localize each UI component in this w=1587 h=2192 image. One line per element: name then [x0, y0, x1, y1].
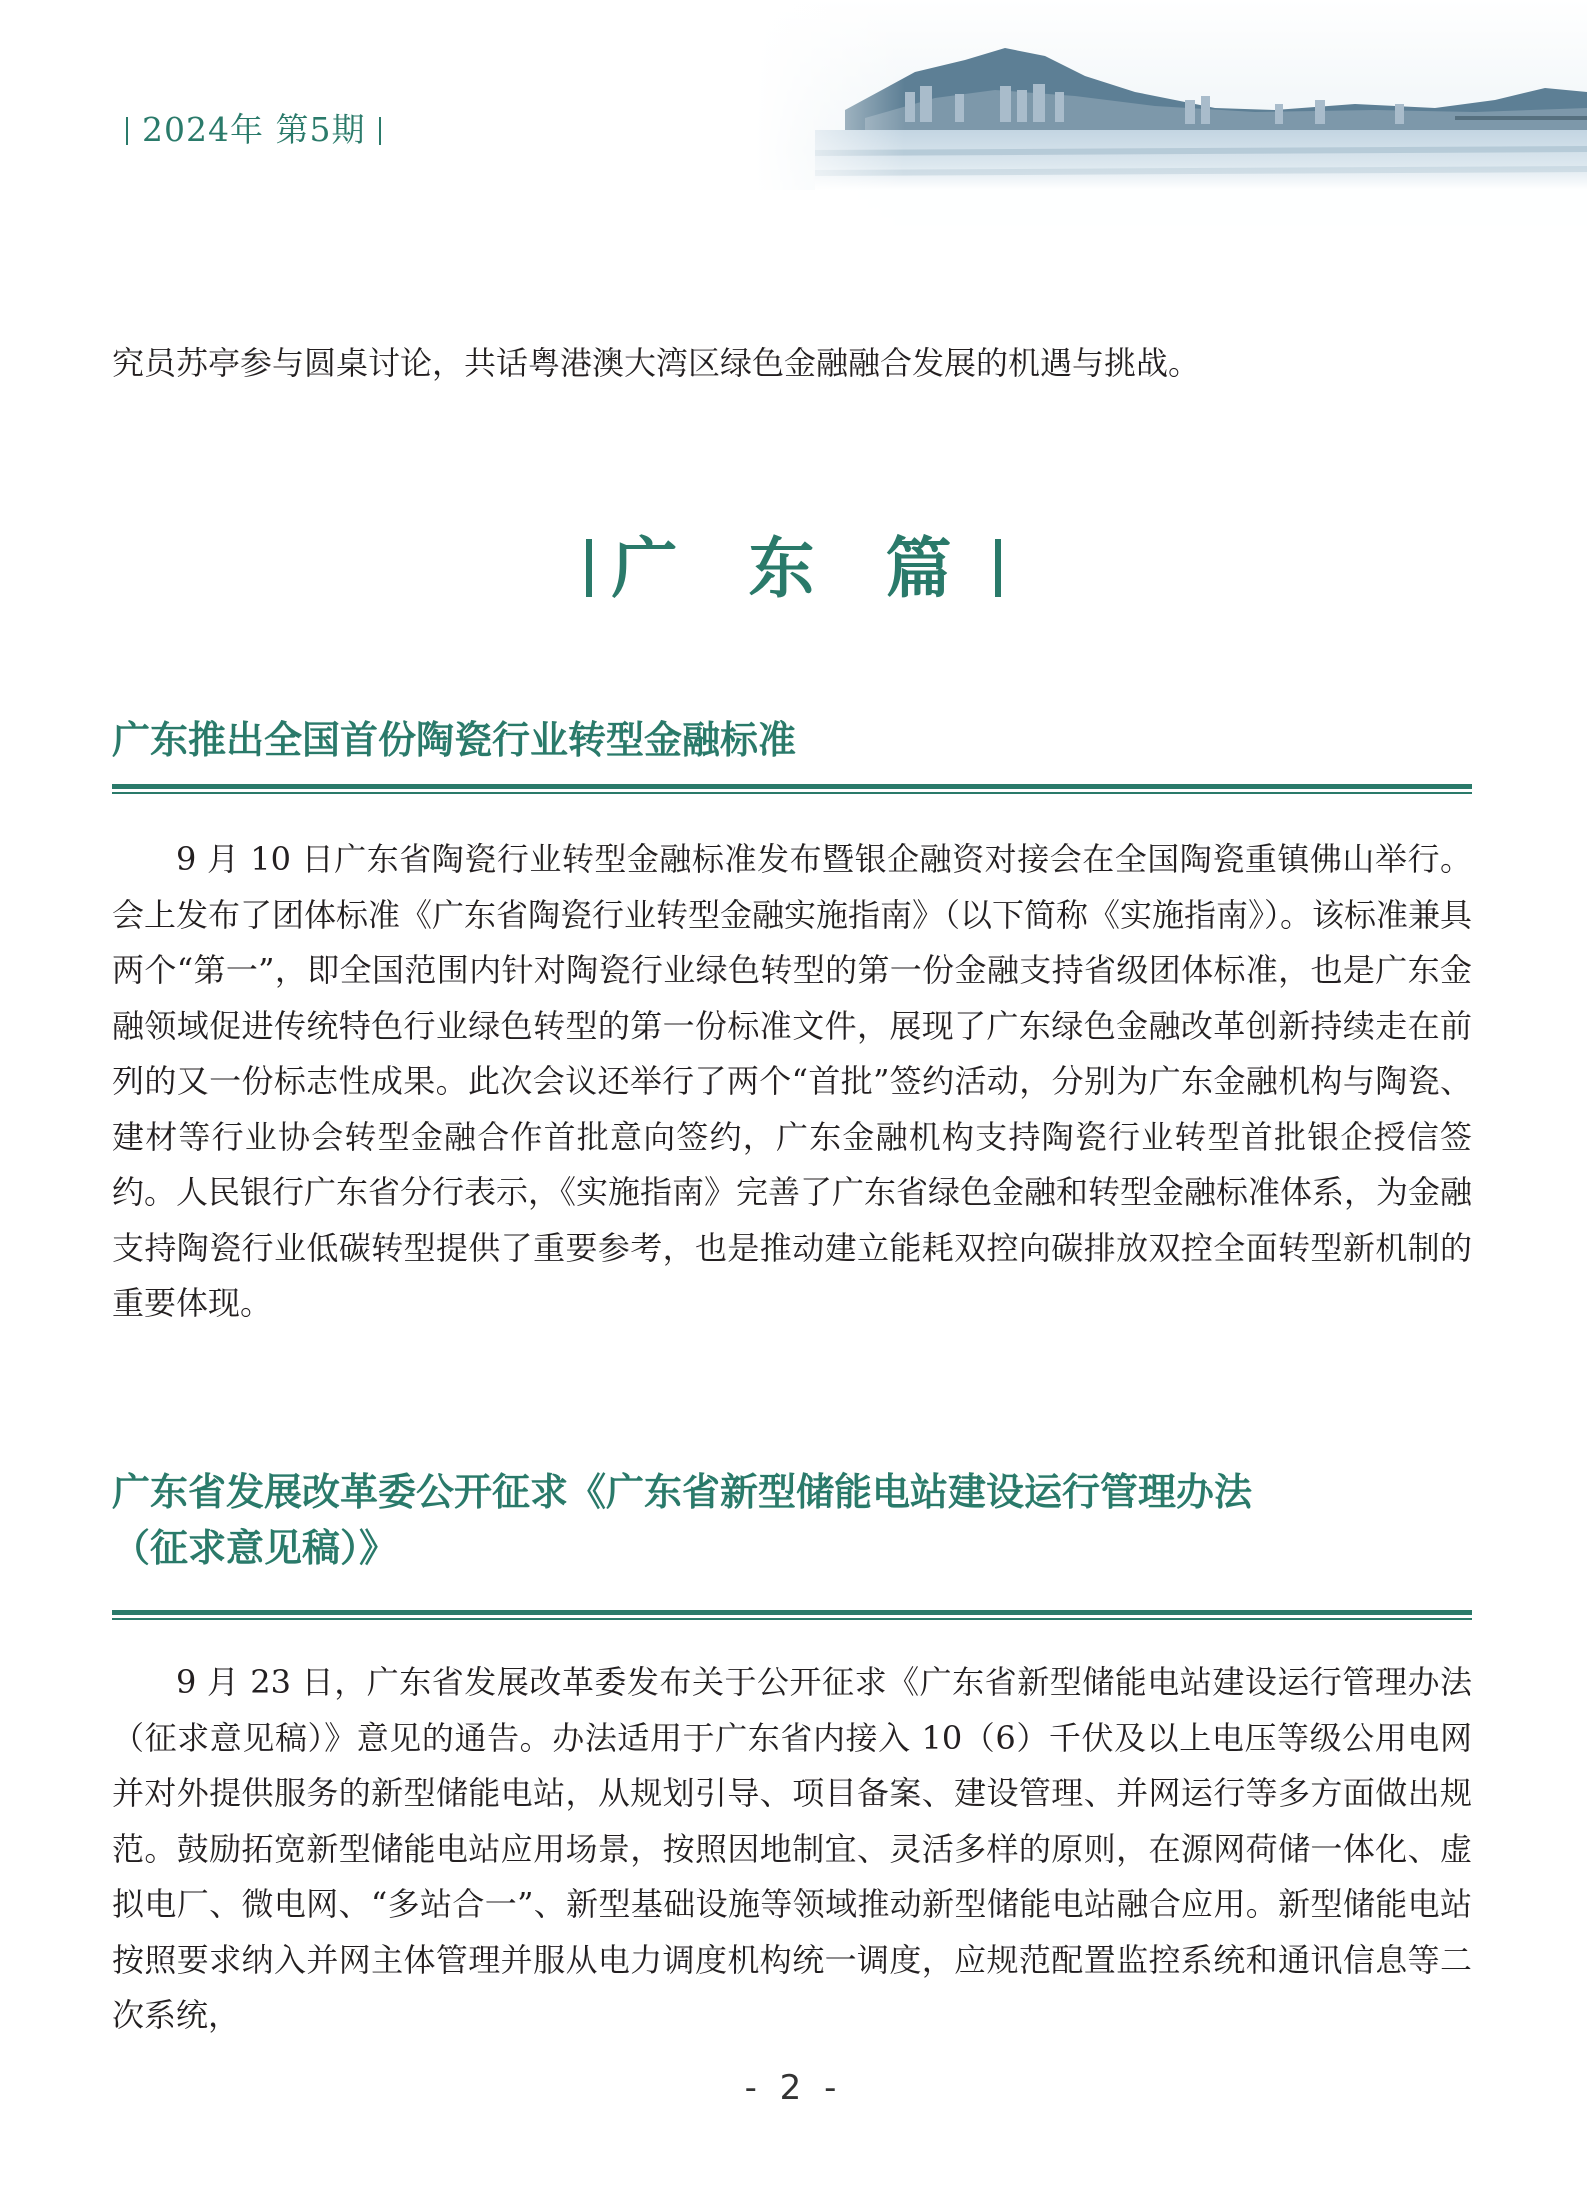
section-right-bar — [995, 539, 1001, 597]
article-2-body: 9 月 23 日，广东省发展改革委发布关于公开征求《广东省新型储能电站建设运行管理办法（征求意见稿）》意见的通告。办法适用于广东省内接入 10（6）千伏及以上电压等级公用电网并对外提供服务的新型储能电站，从规划引导、项目备案、建设管理、并网运行等多方面做出规范。鼓励拓宽新型储能电站应用场景，按照因地制宜、灵活多样的原则，在源网荷储一体化、虚拟电厂、微电网、“多站合一”、新型基础设施等领域推动新型储能电站融合应用。新型储能电站按照要求纳入并网主体管理并服从电力调度机构统一调度，应规范配置监控系统和通讯信息等二次系统， — [112, 1663, 1472, 2034]
article-1-body: 9 月 10 日广东省陶瓷行业转型金融标准发布暨银企融资对接会在全国陶瓷重镇佛山举行。会上发布了团体标准《广东省陶瓷行业转型金融实施指南》（以下简称《实施指南》）。该标准兼具两个“第一”，即全国范围内针对陶瓷行业绿色转型的第一份金融支持省级团体标准，也是广东金融领域促进传统特色行业绿色转型的第一份标准文件，展现了广东绿色金融改革创新持续走在前列的又一份标志性成果。此次会议还举行了两个“首批”签约活动，分别为广东金融机构与陶瓷、建材等行业协会转型金融合作首批意向签约，广东金融机构支持陶瓷行业转型首批银企授信签约。人民银行广东省分行表示，《实施指南》完善了广东省绿色金融和转型金融标准体系，为金融支持陶瓷行业低碳转型提供了重要参考，也是推动建立能耗双控向碳排放双控全面转型新机制的重要体现。 — [112, 840, 1473, 1322]
rule-thick-line — [112, 784, 1472, 789]
issue-label — [112, 104, 395, 151]
article-1-rule — [112, 784, 1472, 796]
lead-continuation-text: 究员苏亭参与圆桌讨论，共话粤港澳大湾区绿色金融融合发展的机遇与挑战。 — [112, 344, 1201, 382]
article-1-title: 广东推出全国首份陶瓷行业转型金融标准 — [112, 718, 797, 762]
rule-thin-line — [112, 792, 1472, 794]
issue-text: 2024年 第5期 — [142, 110, 366, 149]
article-2-rule — [112, 1610, 1472, 1622]
rule-thin-line — [112, 1618, 1472, 1620]
header-landscape-image — [755, 0, 1587, 300]
section-title-text: 广 东 篇 — [611, 529, 976, 607]
section-left-bar — [586, 539, 592, 597]
issue-right-bar — [379, 117, 381, 145]
article-2-title-line-2: （征求意见稿）》 — [112, 1526, 398, 1570]
article-2-title-line-1: 广东省发展改革委公开征求《广东省新型储能电站建设运行管理办法 — [112, 1470, 1253, 1514]
article-2-title — [112, 1464, 1472, 1576]
page-number: - 2 - — [744, 2068, 843, 2108]
section-title — [0, 515, 1587, 610]
issue-left-bar — [126, 117, 128, 145]
landscape-svg — [755, 0, 1587, 300]
rule-thick-line — [112, 1610, 1472, 1615]
